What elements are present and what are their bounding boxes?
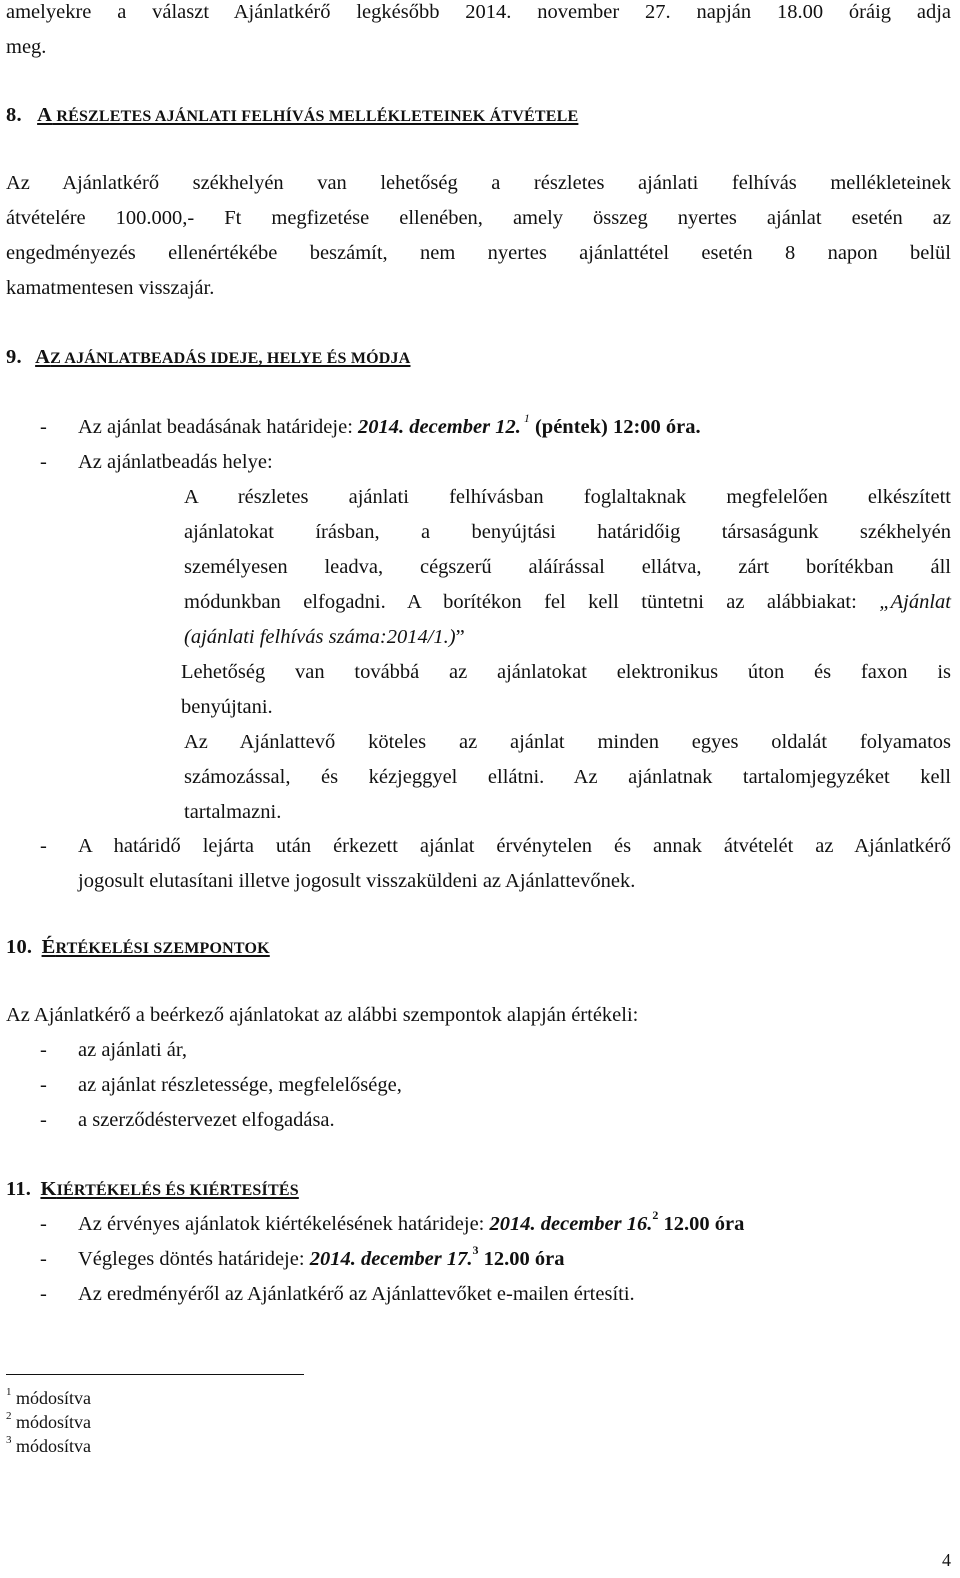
intro-line-2 [6,30,951,65]
bullet-dash: - [40,835,47,857]
section-8-para-line-1 [6,166,951,201]
place-line-2-text: ajánlatokat írásban, a benyújtási határidőig társaságunk székhelyén [184,521,951,543]
intro-line-2-text: meg. [6,36,47,58]
section-8-para-line-2 [6,201,951,236]
place-line-2 [184,515,951,550]
bullet-text: Az ajánlatbeadás helye: [78,451,273,473]
bullet-dash: - [40,416,47,438]
bullet-text [78,1207,744,1242]
place-line-8 [184,725,951,760]
evaluation-label: Az érvényes ajánlatok kiértékelésének határideje: [78,1213,490,1235]
footnote-3 [6,1434,91,1458]
bullet-text [78,410,701,445]
section-10-title-initial: É [41,936,56,958]
bullet-dash: - [40,1283,47,1305]
criteria-item-text: az ajánlati ár, [78,1039,188,1061]
bullet-text: Az eredményéről az Ajánlatkérő az Ajánlattevőket e-mailen értesíti. [78,1283,635,1305]
place-line-4 [184,585,951,620]
section-8-number: 8. [6,104,22,126]
intro-line-1 [6,0,951,30]
bullet-text-line-1: A határidő lejárta után érkezett ajánlat érvénytelen és annak átvételét az Ajánlatkérő [78,835,951,857]
section-8-para-line-1-text: Az Ajánlatkérő székhelyén van lehetőség a részletes ajánlati felhívás mellékleteinek [6,172,951,194]
section-9-title-initial: A [35,346,51,368]
footnote-number: 1 [6,1386,12,1398]
place-line-1 [184,480,951,515]
section-8-heading [6,98,951,134]
criteria-item-text: a szerződéstervezet elfogadása. [78,1109,335,1131]
footnote-separator [6,1374,304,1375]
decision-time: 12.00 óra [478,1248,565,1270]
place-line-10 [184,795,951,830]
criteria-item [0,1068,960,1103]
footnote-text: módosítva [11,1388,91,1408]
place-line-9 [184,760,951,795]
section-11-bullet-notify [0,1277,960,1312]
place-line-6 [181,655,951,690]
criteria-item [0,1033,960,1068]
place-line-9-text: számozással, és kézjeggyel ellátni. Az ajánlatnak tartalomjegyzéket kell [184,766,951,788]
section-10-intro-text: Az Ajánlatkérő a beérkező ajánlatokat az alábbi szempontok alapján értékeli: [6,1004,639,1026]
section-11-number: 11. [6,1178,32,1200]
section-8-para-line-4 [6,271,951,306]
place-line-6-text: Lehetőség van továbbá az ajánlatokat elektronikus úton és faxon is [181,661,951,683]
bullet-dash: - [40,1213,47,1235]
section-9-bullet-late-cont [0,864,960,899]
section-8-para-line-4-text: kamatmentesen visszajár. [6,277,215,299]
bullet-dash: - [40,1074,47,1096]
place-line-1-text: A részletes ajánlati felhívásban foglaltaknak megfelelően elkészített [184,486,951,508]
place-line-5 [184,620,951,655]
bullet-dash: - [40,1109,47,1131]
bullet-dash: - [40,1248,47,1270]
criteria-item [0,1103,960,1138]
place-line-5-italic: (ajánlati felhívás száma:2014/1.) [184,626,456,648]
section-8-para-line-3-text: engedményezés ellenértékébe beszámít, nem nyertes ajánlattétel esetén 8 napon belül [6,242,951,264]
place-line-7-text: benyújtani. [181,696,273,718]
bullet-dash: - [40,1039,47,1061]
deadline-label: Az ajánlat beadásának határideje: [78,416,359,438]
footnote-ref-3: 3 [472,1243,479,1258]
section-8-title [37,104,578,126]
section-10-number: 10. [6,936,33,958]
decision-label: Végleges döntés határideje: [78,1248,310,1270]
section-9-title [35,346,410,368]
intro-line-1-text: amelyekre a választ Ajánlatkérő legkésőbb 2014. november 27. napján 18.00 óráig adja [6,1,951,23]
footnote-text: módosítva [11,1412,91,1432]
bullet-dash: - [40,451,47,473]
section-9-bullet-place [0,445,960,480]
footnote-2 [6,1410,91,1434]
place-line-8-text: Az Ajánlattevő köteles az ajánlat minden egyes oldalát folyamatos [184,731,951,753]
place-line-7 [181,690,948,725]
footnote-1 [6,1386,91,1410]
evaluation-time: 12.00 óra [658,1213,745,1235]
bullet-text [78,1242,565,1277]
deadline-time: (péntek) 12:00 óra. [529,416,701,438]
section-8-title-initial: A [37,104,53,126]
section-9-bullet-deadline [0,410,960,445]
place-line-3-text: személyesen leadva, cégszerű aláírással ellátva, zárt borítékban áll [184,556,951,578]
deadline-date: 2014. december 12. [358,416,521,438]
section-8-title-rest: RÉSZLETES AJÁNLATI FELHÍVÁS MELLÉKLETEINEK ÁTVÉTELE [52,108,579,125]
section-8-para-line-2-text: átvételére 100.000,- Ft megfizetése ellenében, amely összeg nyertes ajánlat esetén az [6,207,951,229]
section-11-title-initial: K [40,1178,57,1200]
place-line-5-quote: ” [455,626,465,648]
criteria-item-text: az ajánlat részletessége, megfelelősége, [78,1074,402,1096]
section-9-heading [6,340,951,376]
place-line-4-text: módunkban elfogadni. A borítékon fel kell tüntetni az alábbiakat: [184,591,880,613]
section-10-heading [6,930,951,966]
section-10-title-rest: RTÉKELÉSI SZEMPONTOK [55,940,270,957]
place-line-4-italic: „Ajánlat [879,591,951,613]
page-number: 4 [942,1550,951,1570]
place-line-3 [184,550,951,585]
footnote-ref-1: 1 [520,411,530,426]
section-10-title [42,936,270,958]
section-9-bullet-late [0,829,960,864]
place-line-10-text: tartalmazni. [184,801,282,823]
section-11-title [40,1178,298,1200]
section-11-bullet-evaluation [0,1207,960,1242]
footnote-number: 2 [6,1410,12,1422]
section-8-para-line-3 [6,236,951,271]
bullet-text-line-2: jogosult elutasítani illetve jogosult visszaküldeni az Ajánlattevőnek. [78,870,636,892]
section-11-heading [6,1172,951,1208]
decision-date: 2014. december 17. [309,1248,473,1270]
section-11-bullet-decision [0,1242,960,1277]
footnote-number: 3 [6,1434,12,1446]
footnote-text: módosítva [11,1436,91,1456]
section-10-intro [6,998,951,1033]
section-9-title-rest: Z AJÁNLATBEADÁS IDEJE, HELYE ÉS MÓDJA [50,350,411,367]
evaluation-date: 2014. december 16. [489,1213,653,1235]
section-11-title-rest: IÉRTÉKELÉS ÉS KIÉRTESÍTÉS [56,1182,299,1199]
section-9-number: 9. [6,346,22,368]
footnote-ref-2: 2 [652,1208,659,1223]
